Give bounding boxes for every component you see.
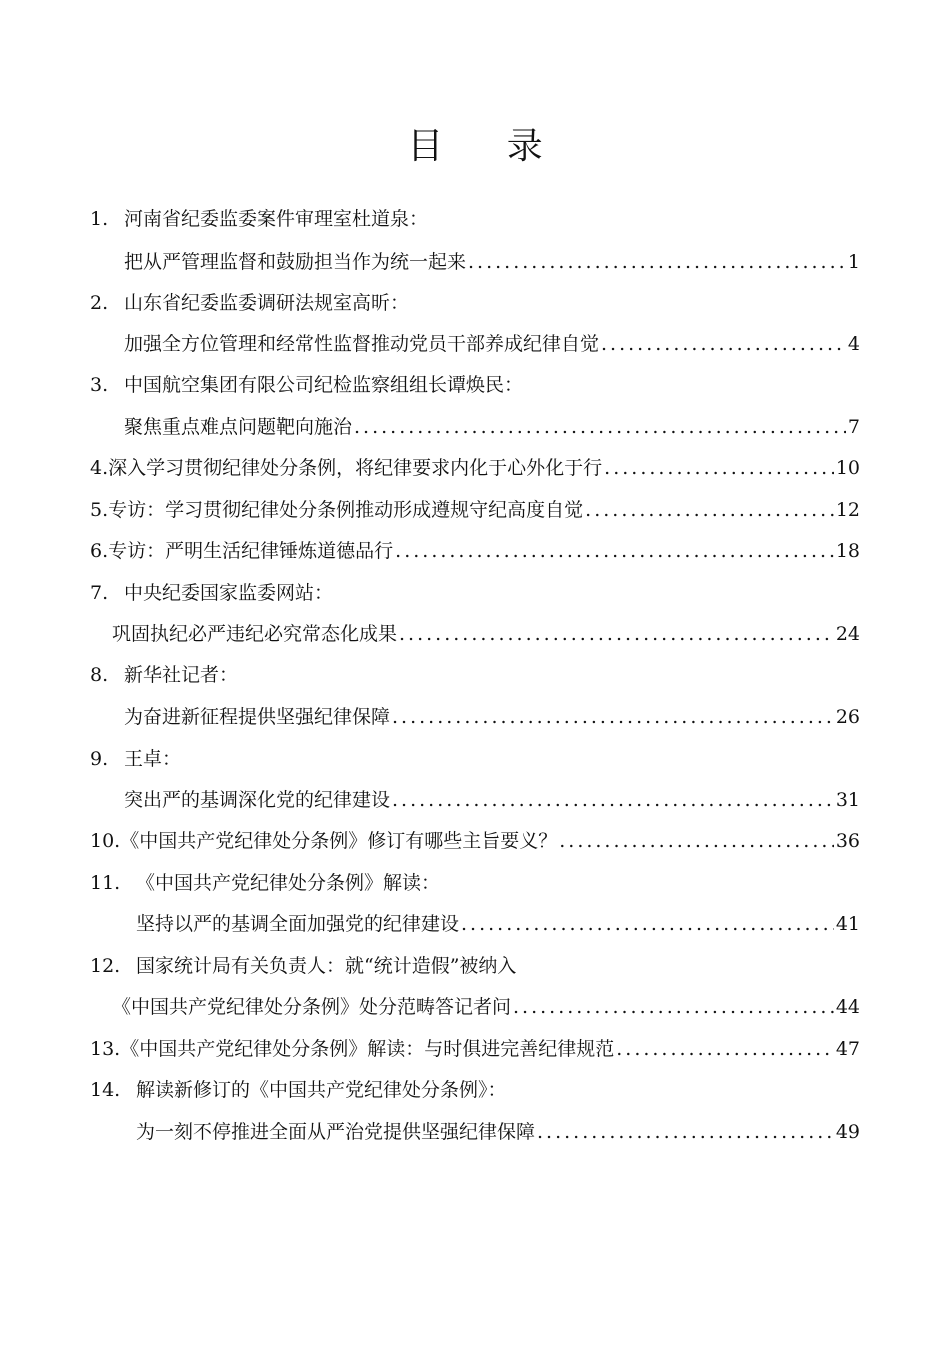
toc-page-number: 47 [835,1038,860,1060]
toc-page-number: 26 [835,706,860,728]
toc-entry-title: 深入学习贯彻纪律处分条例，将纪律要求内化于心外化于行 [108,457,603,479]
toc-entry-11-heading [90,869,860,897]
toc-entry-number: 9. [90,748,109,770]
dot-leader [354,413,846,441]
toc-entry-6[interactable] [90,537,860,565]
toc-entry-title: 《中国共产党纪律处分条例》解读： [136,872,441,894]
dot-leader [616,1035,834,1063]
toc-entry-subtitle: 巩固执纪必严违纪必究常态化成果 [112,623,398,645]
toc-entry-title: 中国航空集团有限公司纪检监察组组长谭焕民： [124,374,524,396]
toc-entry-subtitle: 加强全方位管理和经常性监督推动党员干部养成纪律自觉 [124,333,600,355]
toc-entry-11-subtitle[interactable] [136,910,860,938]
dot-leader [468,248,846,276]
toc-entry-14-subtitle[interactable] [136,1118,860,1146]
dot-leader [585,496,834,524]
toc-entry-number: 6. [90,540,109,562]
toc-entry-9-subtitle[interactable] [124,786,860,814]
toc-page-number: 31 [835,789,860,811]
toc-entry-number: 8. [90,664,109,686]
toc-entry-number: 2. [90,292,109,314]
toc-entry-number: 12. [90,955,121,977]
dot-leader [559,827,834,855]
toc-entry-number: 4. [90,457,109,479]
toc-entry-title: 中央纪委国家监委网站： [124,582,334,604]
toc-page-number: 7 [847,416,860,438]
toc-entry-subtitle: 为一刻不停推进全面从严治党提供坚强纪律保障 [136,1121,536,1143]
toc-page-number: 4 [847,333,860,355]
toc-entry-8-subtitle[interactable] [124,703,860,731]
dot-leader [392,786,834,814]
toc-entry-number: 11. [90,872,121,894]
toc-entry-subtitle: 突出严的基调深化党的纪律建设 [124,789,391,811]
toc-entry-8-heading [90,661,860,689]
toc-page-number: 24 [835,623,860,645]
toc-page-number: 36 [835,830,860,852]
dot-leader [537,1118,834,1146]
toc-entry-3-heading [90,371,860,399]
dot-leader [604,454,834,482]
toc-entry-13[interactable] [90,1035,860,1063]
toc-page-number: 44 [835,996,860,1018]
dot-leader [399,620,834,648]
toc-entry-number: 5. [90,499,109,521]
toc-entry-subtitle: 坚持以严的基调全面加强党的纪律建设 [136,913,460,935]
page-title: 目 录 [407,126,569,167]
toc-entry-1-heading [90,205,860,233]
toc-entry-title: 《中国共产党纪律处分条例》解读：与时俱进完善纪律规范 [120,1038,615,1060]
toc-entry-number: 14. [90,1079,121,1101]
toc-page-number: 41 [835,913,860,935]
toc-entry-subtitle: 为奋进新征程提供坚强纪律保障 [124,706,391,728]
toc-entry-7-heading [90,579,860,607]
toc-entry-subtitle: 把从严管理监督和鼓励担当作为统一起来 [124,251,467,273]
toc-page-number: 1 [847,251,860,273]
toc-entry-title: 《中国共产党纪律处分条例》修订有哪些主旨要义？ [120,830,558,852]
toc-entry-title: 王卓： [124,748,182,770]
toc-entry-title: 山东省纪委监委调研法规室高昕： [124,292,410,314]
dot-leader [601,330,846,358]
toc-entry-number: 3. [90,374,109,396]
toc-entry-subtitle: 聚焦重点难点问题靶向施治 [124,416,353,438]
toc-entry-3-subtitle[interactable] [124,413,860,441]
toc-entry-4[interactable] [90,454,860,482]
toc-entry-7-subtitle[interactable] [112,620,860,648]
toc-entry-number: 7. [90,582,109,604]
toc-entry-number: 1. [90,208,109,230]
dot-leader [395,537,834,565]
toc-entry-9-heading [90,745,860,773]
dot-leader [392,703,834,731]
toc-page-number: 12 [835,499,860,521]
toc-entry-10[interactable] [90,827,860,855]
toc-entry-title: 河南省纪委监委案件审理室杜道泉： [124,208,429,230]
toc-page-number: 49 [835,1121,860,1143]
toc-entry-number: 10. [90,830,121,852]
toc-entry-12-subtitle[interactable] [112,993,860,1021]
toc-entry-14-heading [90,1076,860,1104]
toc-entry-2-heading [90,289,860,317]
toc-entry-2-subtitle[interactable] [124,330,860,358]
toc-entry-title: 解读新修订的《中国共产党纪律处分条例》： [136,1079,507,1101]
toc-entry-5[interactable] [90,496,860,524]
toc-entry-subtitle: 《中国共产党纪律处分条例》处分范畴答记者问 [112,996,512,1018]
toc-entry-12-heading [90,952,860,980]
dot-leader [461,910,834,938]
toc-page-number: 18 [835,540,860,562]
dot-leader [513,993,834,1021]
toc-entry-title: 新华社记者： [124,664,239,686]
toc-entry-title: 专访：学习贯彻纪律处分条例推动形成遵规守纪高度自觉 [108,499,584,521]
toc-entry-number: 13. [90,1038,121,1060]
toc-entry-title: 专访：严明生活纪律锤炼道德品行 [108,540,394,562]
toc-entry-1-subtitle[interactable] [124,248,860,276]
toc-page-number: 10 [835,457,860,479]
toc-entry-title: 国家统计局有关负责人：就“统计造假”被纳入 [136,955,517,977]
